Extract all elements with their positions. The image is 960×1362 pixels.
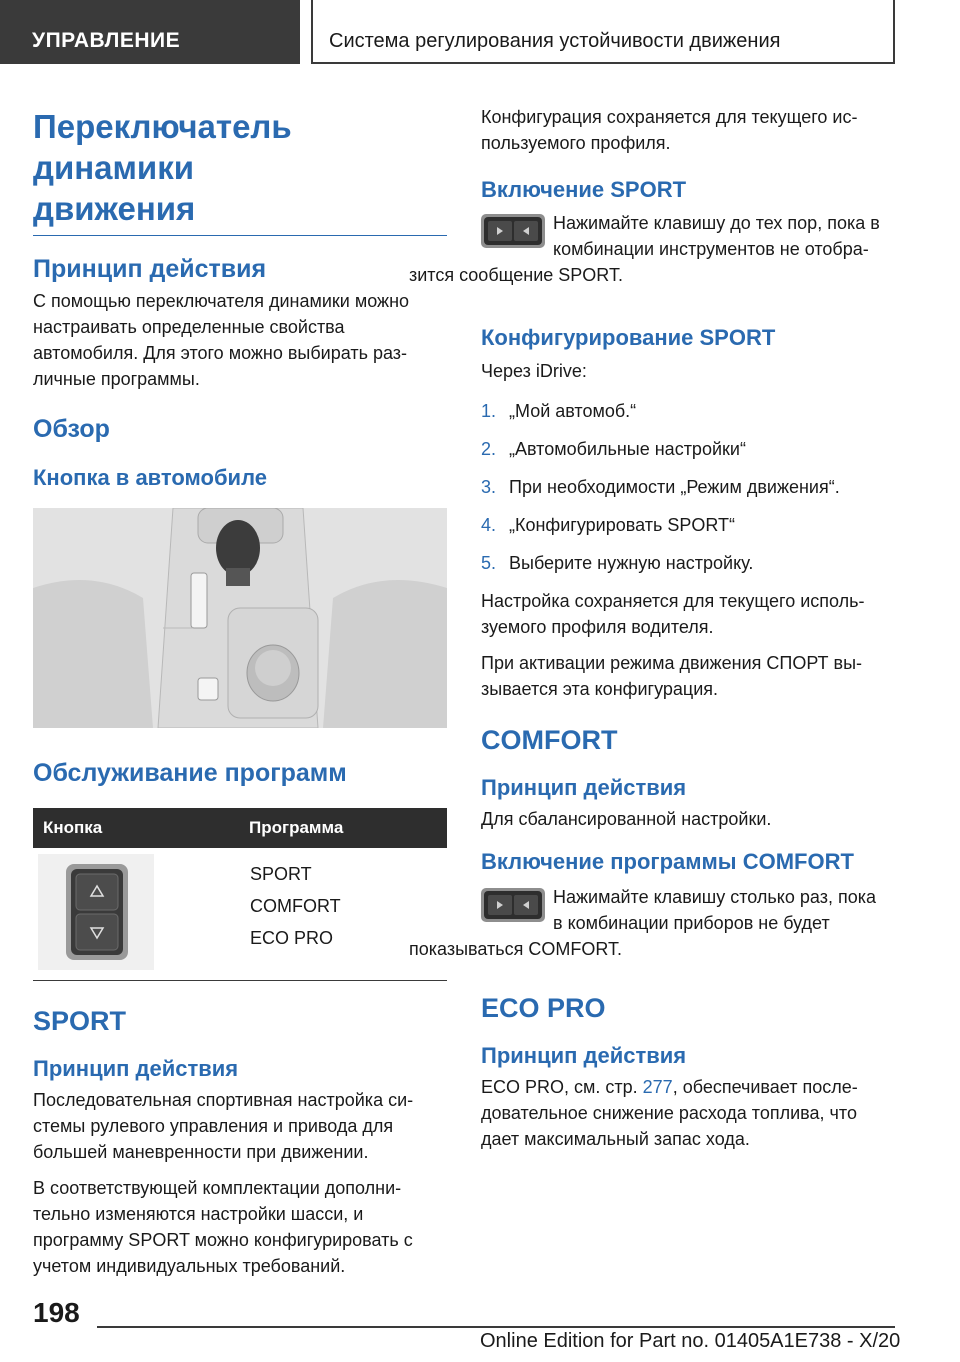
page-title-line-2: движения — [33, 190, 196, 227]
program-table — [33, 808, 447, 981]
footer-divider — [97, 1326, 895, 1328]
right-column — [409, 104, 896, 1152]
table-header — [33, 808, 447, 848]
activation-note-text: При активации режима движения СПОРТ вы- зывается эта конфигурация. — [481, 653, 863, 699]
center-console-photo — [33, 508, 447, 728]
list-item: 2. „Автомобильные настройки“ — [481, 439, 746, 459]
program-eco-pro: ECO PRO — [250, 928, 334, 948]
comfort-heading: COMFORT — [481, 725, 618, 755]
principle-heading: Принцип действия — [33, 255, 267, 283]
page-title-line-1: Переключатель динамики — [33, 108, 292, 186]
list-item: 4. „Конфигурировать SPORT“ — [481, 515, 736, 535]
table-row — [33, 848, 447, 981]
sport-activation-text: Нажимайте клавишу до тех пор, пока в комбинации инструментов не отобра- зится сообщение SPORT. — [409, 213, 880, 285]
rocker-switch-small-icon — [481, 888, 545, 922]
button-in-car-heading: Кнопка в автомобиле — [33, 465, 267, 490]
list-item: 3. При необходимости „Режим движения“. — [481, 477, 840, 497]
sport-activation-block — [409, 210, 896, 288]
column-header-button: Кнопка — [43, 818, 103, 837]
section-tab: УПРАВЛЕНИЕ — [0, 0, 300, 64]
page-link-277[interactable]: 277 — [642, 1077, 673, 1097]
principle-text: С помощью переключателя динамики можно настраивать определенные свойства автомобиля. Для этого можно выбирать раз- личные программы. — [33, 291, 410, 389]
program-comfort: COMFORT — [250, 896, 341, 916]
center-console-illustration — [33, 508, 447, 728]
sport-equipment-text: В соответствующей комплектации дополни- тельно изменяются настройки шасси, и программу SPORT можно конфигурировать с учетом индивидуальных требований. — [33, 1178, 413, 1276]
sport-principle-heading: Принцип действия — [33, 1056, 239, 1081]
config-intro-text: Конфигурация сохраняется для текущего ис- пользуемого профиля. — [481, 107, 858, 153]
page-number: 198 — [33, 1297, 80, 1328]
rocker-switch-icon — [38, 854, 154, 970]
eco-principle-heading: Принцип действия — [481, 1043, 687, 1068]
topic-tab: Система регулирования устойчивости движения — [311, 0, 895, 64]
overview-heading: Обзор — [33, 415, 110, 443]
saved-note-text: Настройка сохраняется для текущего исполь- зуемого профиля водителя. — [481, 591, 865, 637]
via-idrive-text: Через iDrive: — [481, 361, 587, 381]
edition-text: Online Edition for Part no. 01405A1E738 - X/20 — [480, 1330, 901, 1352]
comfort-principle-text: Для сбалансированной настройки. — [481, 809, 772, 829]
program-list — [250, 854, 341, 970]
list-item: 1. „Мой автомоб.“ — [481, 401, 637, 421]
list-item: 5. Выберите нужную настройку. — [481, 553, 754, 573]
comfort-activation-block — [409, 884, 896, 962]
rocker-switch-image — [38, 854, 154, 970]
eco-pro-heading: ECO PRO — [481, 993, 606, 1023]
sport-activation-heading: Включение SPORT — [481, 177, 687, 202]
comfort-activation-text: Нажимайте клавишу столько раз, пока в комбинации приборов не будет показываться COMFORT. — [409, 887, 876, 959]
left-column — [33, 104, 447, 1279]
column-header-program: Программа — [249, 818, 344, 837]
eco-principle-text: ECO PRO, см. стр. 277, обеспечивает после- довательное снижение расхода топлива, что дает максимальный запас хода. — [481, 1077, 858, 1149]
sport-heading: SPORT — [33, 1006, 127, 1036]
program-operation-heading: Обслуживание программ — [33, 759, 347, 787]
comfort-activation-heading: Включение программы COMFORT — [481, 849, 854, 874]
program-sport: SPORT — [250, 864, 312, 884]
comfort-principle-heading: Принцип действия — [481, 775, 687, 800]
sport-principle-text: Последовательная спортивная настройка си- стемы рулевого управления и привода для большей маневренности при движении. — [33, 1090, 414, 1162]
sport-config-heading: Конфигурирование SPORT — [481, 325, 776, 350]
config-steps — [481, 398, 896, 576]
rocker-switch-small-icon — [481, 214, 545, 248]
page-title — [33, 106, 447, 236]
